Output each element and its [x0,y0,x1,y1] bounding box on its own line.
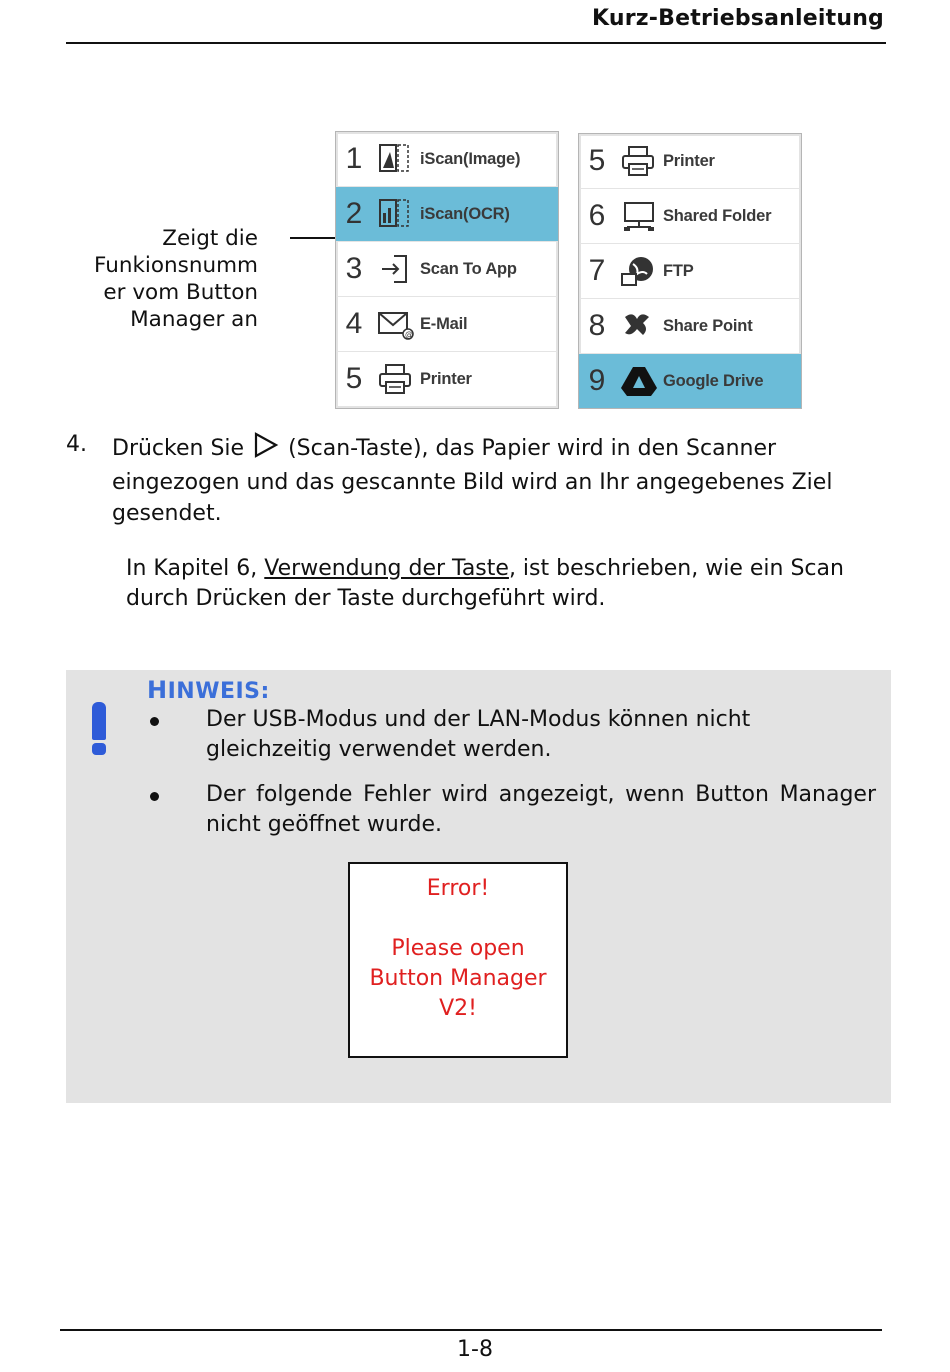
function-number: 8 [588,309,606,342]
step-4-rest: (Scan-Taste), das Papier wird in den Scanner eingezogen und das gescannte Bild wird an Ihr angegebenes Ziel gesendet. [112,436,833,526]
callout-line-3: er vom Button [103,280,258,305]
email-icon [372,304,420,344]
chapter-reference-rest: , ist beschrieben, wie ein Scan durch Drücken der Taste durchgeführt wird. [126,556,844,611]
exclamation-dot-icon [92,743,106,755]
callout-line-2: Funkionsnumm [94,253,258,278]
function-row-9[interactable] [579,354,801,408]
function-list-panel-right [578,133,802,409]
function-number: 7 [588,254,606,287]
page-number: 1-8 [457,1337,493,1362]
sharepoint-icon [615,306,663,346]
note-title-rest: INWEIS: [167,679,270,704]
exclamation-icon [92,702,106,740]
function-row-5b[interactable] [579,134,801,189]
error-title: Error! [426,876,490,901]
step-4-lead: Drücken Sie [112,436,245,461]
ftp-icon [615,251,663,291]
callout-pointer-line [290,237,338,239]
function-number: 4 [345,307,363,340]
function-row-1[interactable] [336,132,558,187]
function-number: 5 [588,144,606,177]
function-row-7[interactable] [579,244,801,299]
function-row-4[interactable] [336,297,558,352]
note-bullet-2: Der folgende Fehler wird angezeigt, wenn Button Manager nicht geöffnet wurde. [206,782,876,837]
printer-icon [615,141,663,181]
svg-text:@: @ [405,330,413,339]
callout-line-4: Manager an [130,307,258,332]
scan-image-icon [372,139,420,179]
footer-divider [60,1329,882,1331]
callout-line-1: Zeigt die [162,226,258,251]
function-row-5[interactable] [336,352,558,406]
function-row-6[interactable] [579,189,801,244]
function-label: iScan(Image) [420,149,521,168]
function-label: Share Point [663,316,753,335]
function-label: Printer [663,151,715,170]
function-number: 1 [345,142,363,175]
chapter-link[interactable]: Verwendung der Taste [264,556,509,581]
error-dialog [348,862,568,1058]
scan-button-icon [253,432,279,467]
function-label: Scan To App [420,259,517,278]
function-number: 5 [345,362,363,395]
function-label: Google Drive [663,371,764,390]
step-4-text [112,432,892,529]
function-row-3[interactable] [336,242,558,297]
function-row-8[interactable] [579,299,801,354]
function-list-panel-left [335,131,559,409]
function-label: Shared Folder [663,206,772,225]
function-number: 3 [345,252,363,285]
chapter-reference-lead: In Kapitel 6, [126,556,265,581]
error-message: Please open Button Manager V2! [369,936,547,1021]
step-number: 4. [66,432,87,457]
note-title [147,676,270,704]
function-label: Printer [420,369,472,388]
google-drive-icon [615,361,663,401]
bullet-dot-icon [150,792,159,801]
function-label: iScan(OCR) [420,204,510,223]
page-header-title: Kurz-Betriebsanleitung [592,6,884,31]
printer-icon [372,359,420,399]
function-label: FTP [663,261,694,280]
function-label: E-Mail [420,314,468,333]
function-number: 6 [588,199,606,232]
note-title-initial: H [147,676,168,704]
chapter-reference [126,554,906,614]
header-divider [66,42,886,44]
scan-ocr-icon [372,194,420,234]
shared-folder-icon [615,196,663,236]
function-number: 9 [588,364,606,397]
scan-to-app-icon [372,249,420,289]
function-number: 2 [345,197,363,230]
note-bullet-1: Der USB-Modus und der LAN-Modus können nicht gleichzeitig verwendet werden. [206,707,751,762]
bullet-dot-icon [150,717,159,726]
callout-text [40,225,258,333]
function-row-2[interactable] [336,187,558,242]
